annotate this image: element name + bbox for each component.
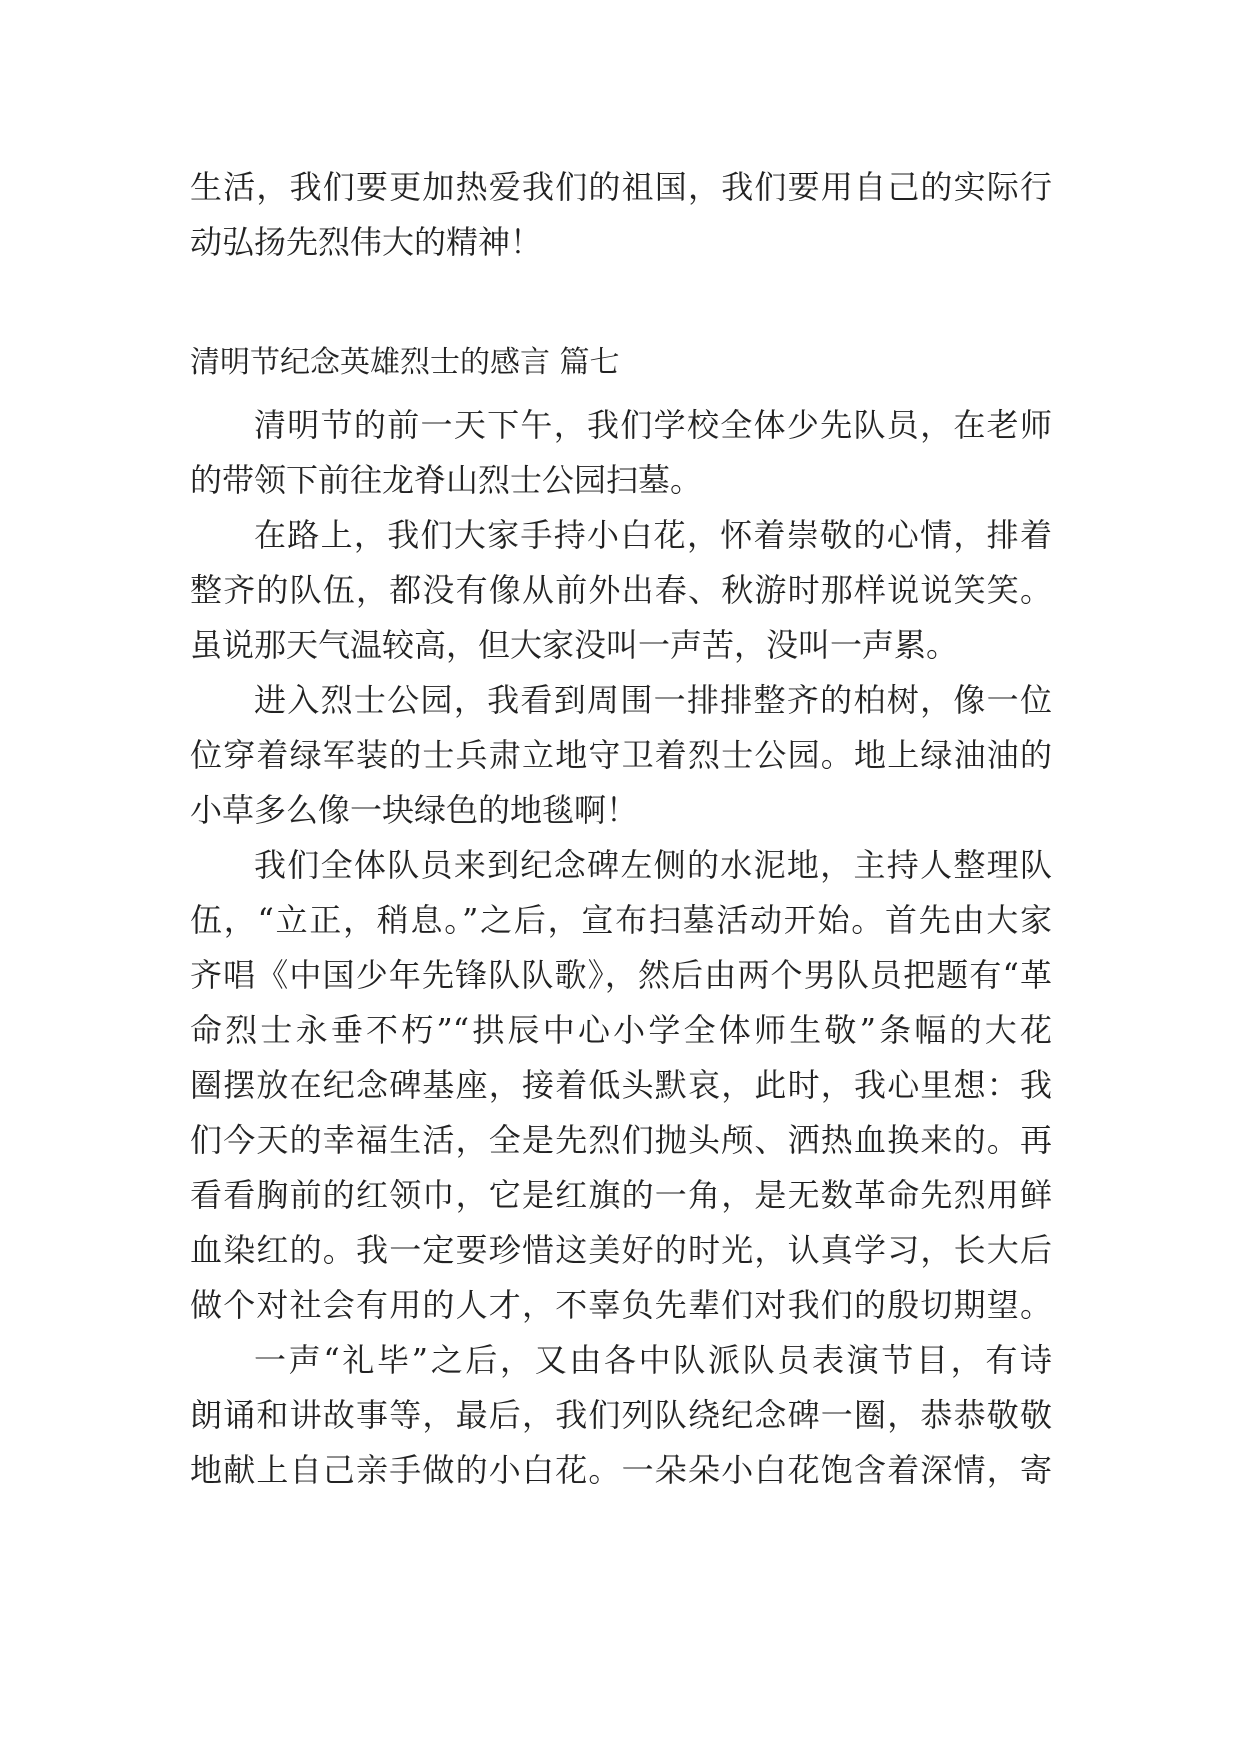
- section-heading: [190, 335, 1052, 390]
- section-title: 清明节纪念英雄烈士的感言 篇七: [190, 345, 620, 380]
- text-line: 清明节的前一天下午，我们学校全体少先队员，在老师: [254, 406, 1052, 444]
- text-line: 虽说那天气温较高，但大家没叫一声苦，没叫一声累。: [190, 626, 959, 664]
- text-line: 进入烈士公园，我看到周围一排排整齐的柏树，像一位: [254, 681, 1052, 719]
- text-line: 看看胸前的红领巾，它是红旗的一角，是无数革命先烈用鲜: [190, 1176, 1052, 1214]
- text-line: 在路上，我们大家手持小白花，怀着崇敬的心情，排着: [254, 516, 1052, 554]
- text-line: 们今天的幸福生活，全是先烈们抛头颅、洒热血换来的。再: [190, 1121, 1052, 1159]
- text-line: 血染红的。我一定要珍惜这美好的时光，认真学习，长大后: [190, 1231, 1052, 1269]
- intro-paragraph: [190, 160, 1052, 270]
- text-line: 的带领下前往龙脊山烈士公园扫墓。: [190, 461, 703, 499]
- text-line: 伍，“立正，稍息。”之后，宣布扫墓活动开始。首先由大家: [190, 901, 1052, 939]
- text-line: 地献上自己亲手做的小白花。一朵朵小白花饱含着深情，寄: [190, 1451, 1052, 1489]
- paragraph-2: [190, 508, 1052, 673]
- text-line: 动弘扬先烈伟大的精神！: [190, 223, 543, 261]
- text-line: 命烈士永垂不朽”“拱辰中心小学全体师生敬”条幅的大花: [190, 1011, 1052, 1049]
- text-line: 生活，我们要更加热爱我们的祖国，我们要用自己的实际行: [190, 168, 1052, 206]
- text-line: 整齐的队伍，都没有像从前外出春、秋游时那样说说笑笑。: [190, 571, 1052, 609]
- paragraph-4: [190, 838, 1052, 1333]
- paragraph-1: [190, 398, 1052, 508]
- paragraph-3: [190, 673, 1052, 838]
- text-line: 做个对社会有用的人才，不辜负先辈们对我们的殷切期望。: [190, 1286, 1052, 1324]
- text-line: 一声“礼毕”之后，又由各中队派队员表演节目，有诗: [254, 1341, 1052, 1379]
- text-line: 位穿着绿军装的士兵肃立地守卫着烈士公园。地上绿油油的: [190, 736, 1052, 774]
- text-line: 我们全体队员来到纪念碑左侧的水泥地，主持人整理队: [254, 846, 1052, 884]
- text-line: 小草多么像一块绿色的地毯啊！: [190, 791, 639, 829]
- text-line: 朗诵和讲故事等，最后，我们列队绕纪念碑一圈，恭恭敬敬: [190, 1396, 1052, 1434]
- text-line: 齐唱《中国少年先锋队队歌》，然后由两个男队员把题有“革: [190, 956, 1052, 994]
- paragraph-5: [190, 1333, 1052, 1498]
- text-line: 圈摆放在纪念碑基座，接着低头默哀，此时，我心里想：我: [190, 1066, 1052, 1104]
